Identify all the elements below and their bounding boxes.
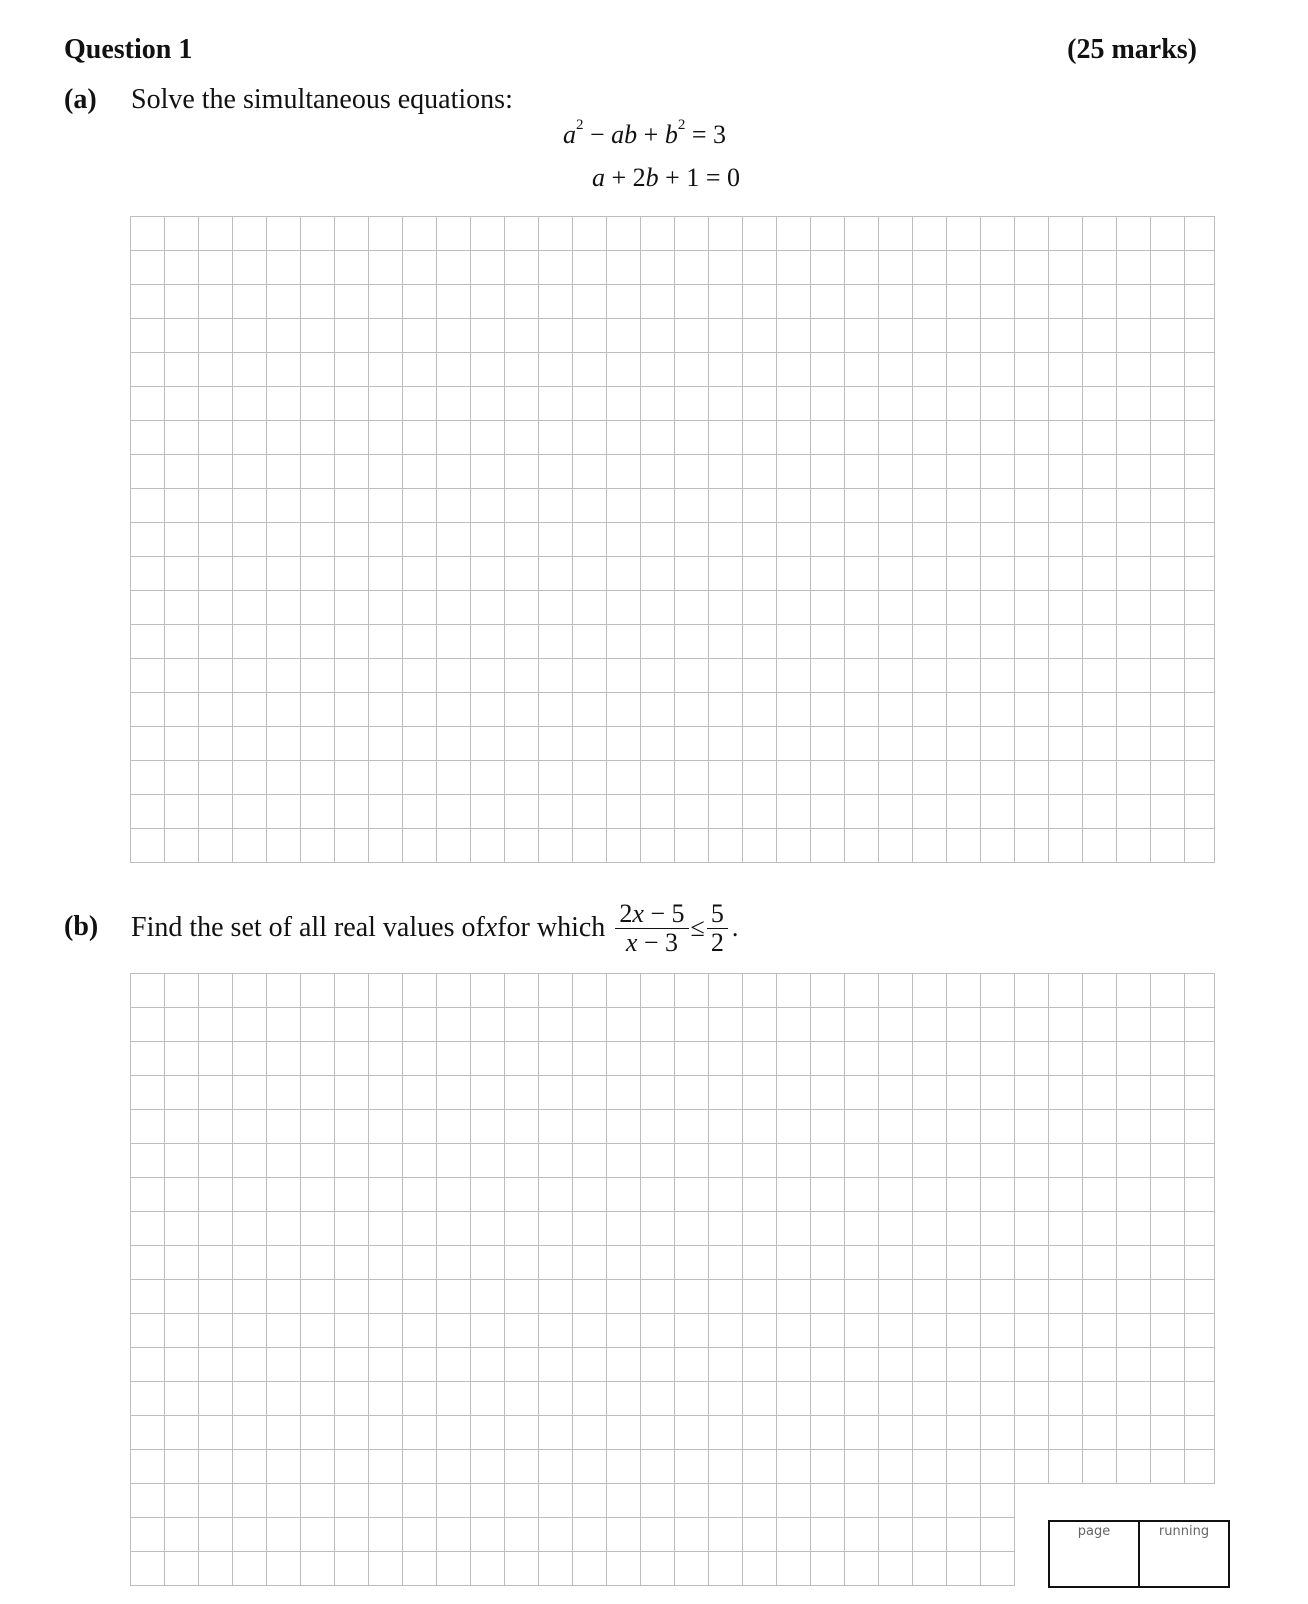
lhs-den-var: x	[625, 927, 638, 957]
end-period: .	[731, 913, 739, 942]
running-label: running	[1158, 1524, 1210, 1539]
equation-2	[592, 163, 740, 193]
lhs-num-coef: 2	[619, 898, 633, 928]
part-b-variable: x	[484, 912, 498, 943]
lhs-denominator	[615, 929, 688, 957]
rhs-fraction	[707, 900, 728, 957]
eq2-var-a: a	[592, 163, 605, 192]
answer-grid-b-lower[interactable]	[130, 1483, 1015, 1586]
question-title: Question 1	[64, 34, 193, 65]
eq1-plus: +	[637, 120, 665, 149]
answer-grid-a[interactable]	[130, 216, 1215, 863]
page-label: page	[1077, 1524, 1111, 1539]
part-b-prompt	[131, 893, 738, 963]
rhs-denominator: 2	[710, 927, 724, 957]
part-a-label: (a)	[64, 84, 97, 115]
lhs-num-var: x	[632, 898, 644, 928]
eq1-rhs: = 3	[685, 120, 727, 149]
eq2-var-b: b	[645, 163, 659, 192]
part-a-prompt: Solve the simultaneous equations:	[131, 84, 513, 115]
part-b-label: (b)	[64, 911, 99, 942]
eq2-plus-2: + 2	[605, 163, 646, 192]
eq2-rhs: + 1 = 0	[658, 163, 740, 192]
running-cell[interactable]	[1138, 1522, 1228, 1586]
part-b-prompt-after: for which	[497, 912, 606, 943]
eq1-var-ab: ab	[611, 120, 638, 149]
eq1-var-a: a	[563, 120, 576, 149]
lhs-num-rest: − 5	[643, 898, 685, 928]
equation-1	[563, 117, 727, 150]
eq1-var-b: b	[664, 120, 678, 149]
part-b-prompt-before: Find the set of all real values of	[131, 912, 485, 943]
question-marks: (25 marks)	[1067, 34, 1197, 65]
lhs-numerator	[615, 900, 688, 929]
eq1-exp-b: 2	[677, 117, 686, 133]
relation-sign: ≤	[690, 913, 705, 942]
answer-grid-b[interactable]	[130, 973, 1215, 1484]
lhs-fraction	[615, 900, 688, 957]
eq1-exp-a: 2	[576, 117, 584, 133]
lhs-den-rest: − 3	[637, 927, 679, 957]
page-cell[interactable]	[1050, 1522, 1138, 1586]
rhs-numerator: 5	[707, 900, 728, 929]
page-tally-box	[1048, 1520, 1230, 1588]
eq1-minus: −	[583, 120, 612, 149]
